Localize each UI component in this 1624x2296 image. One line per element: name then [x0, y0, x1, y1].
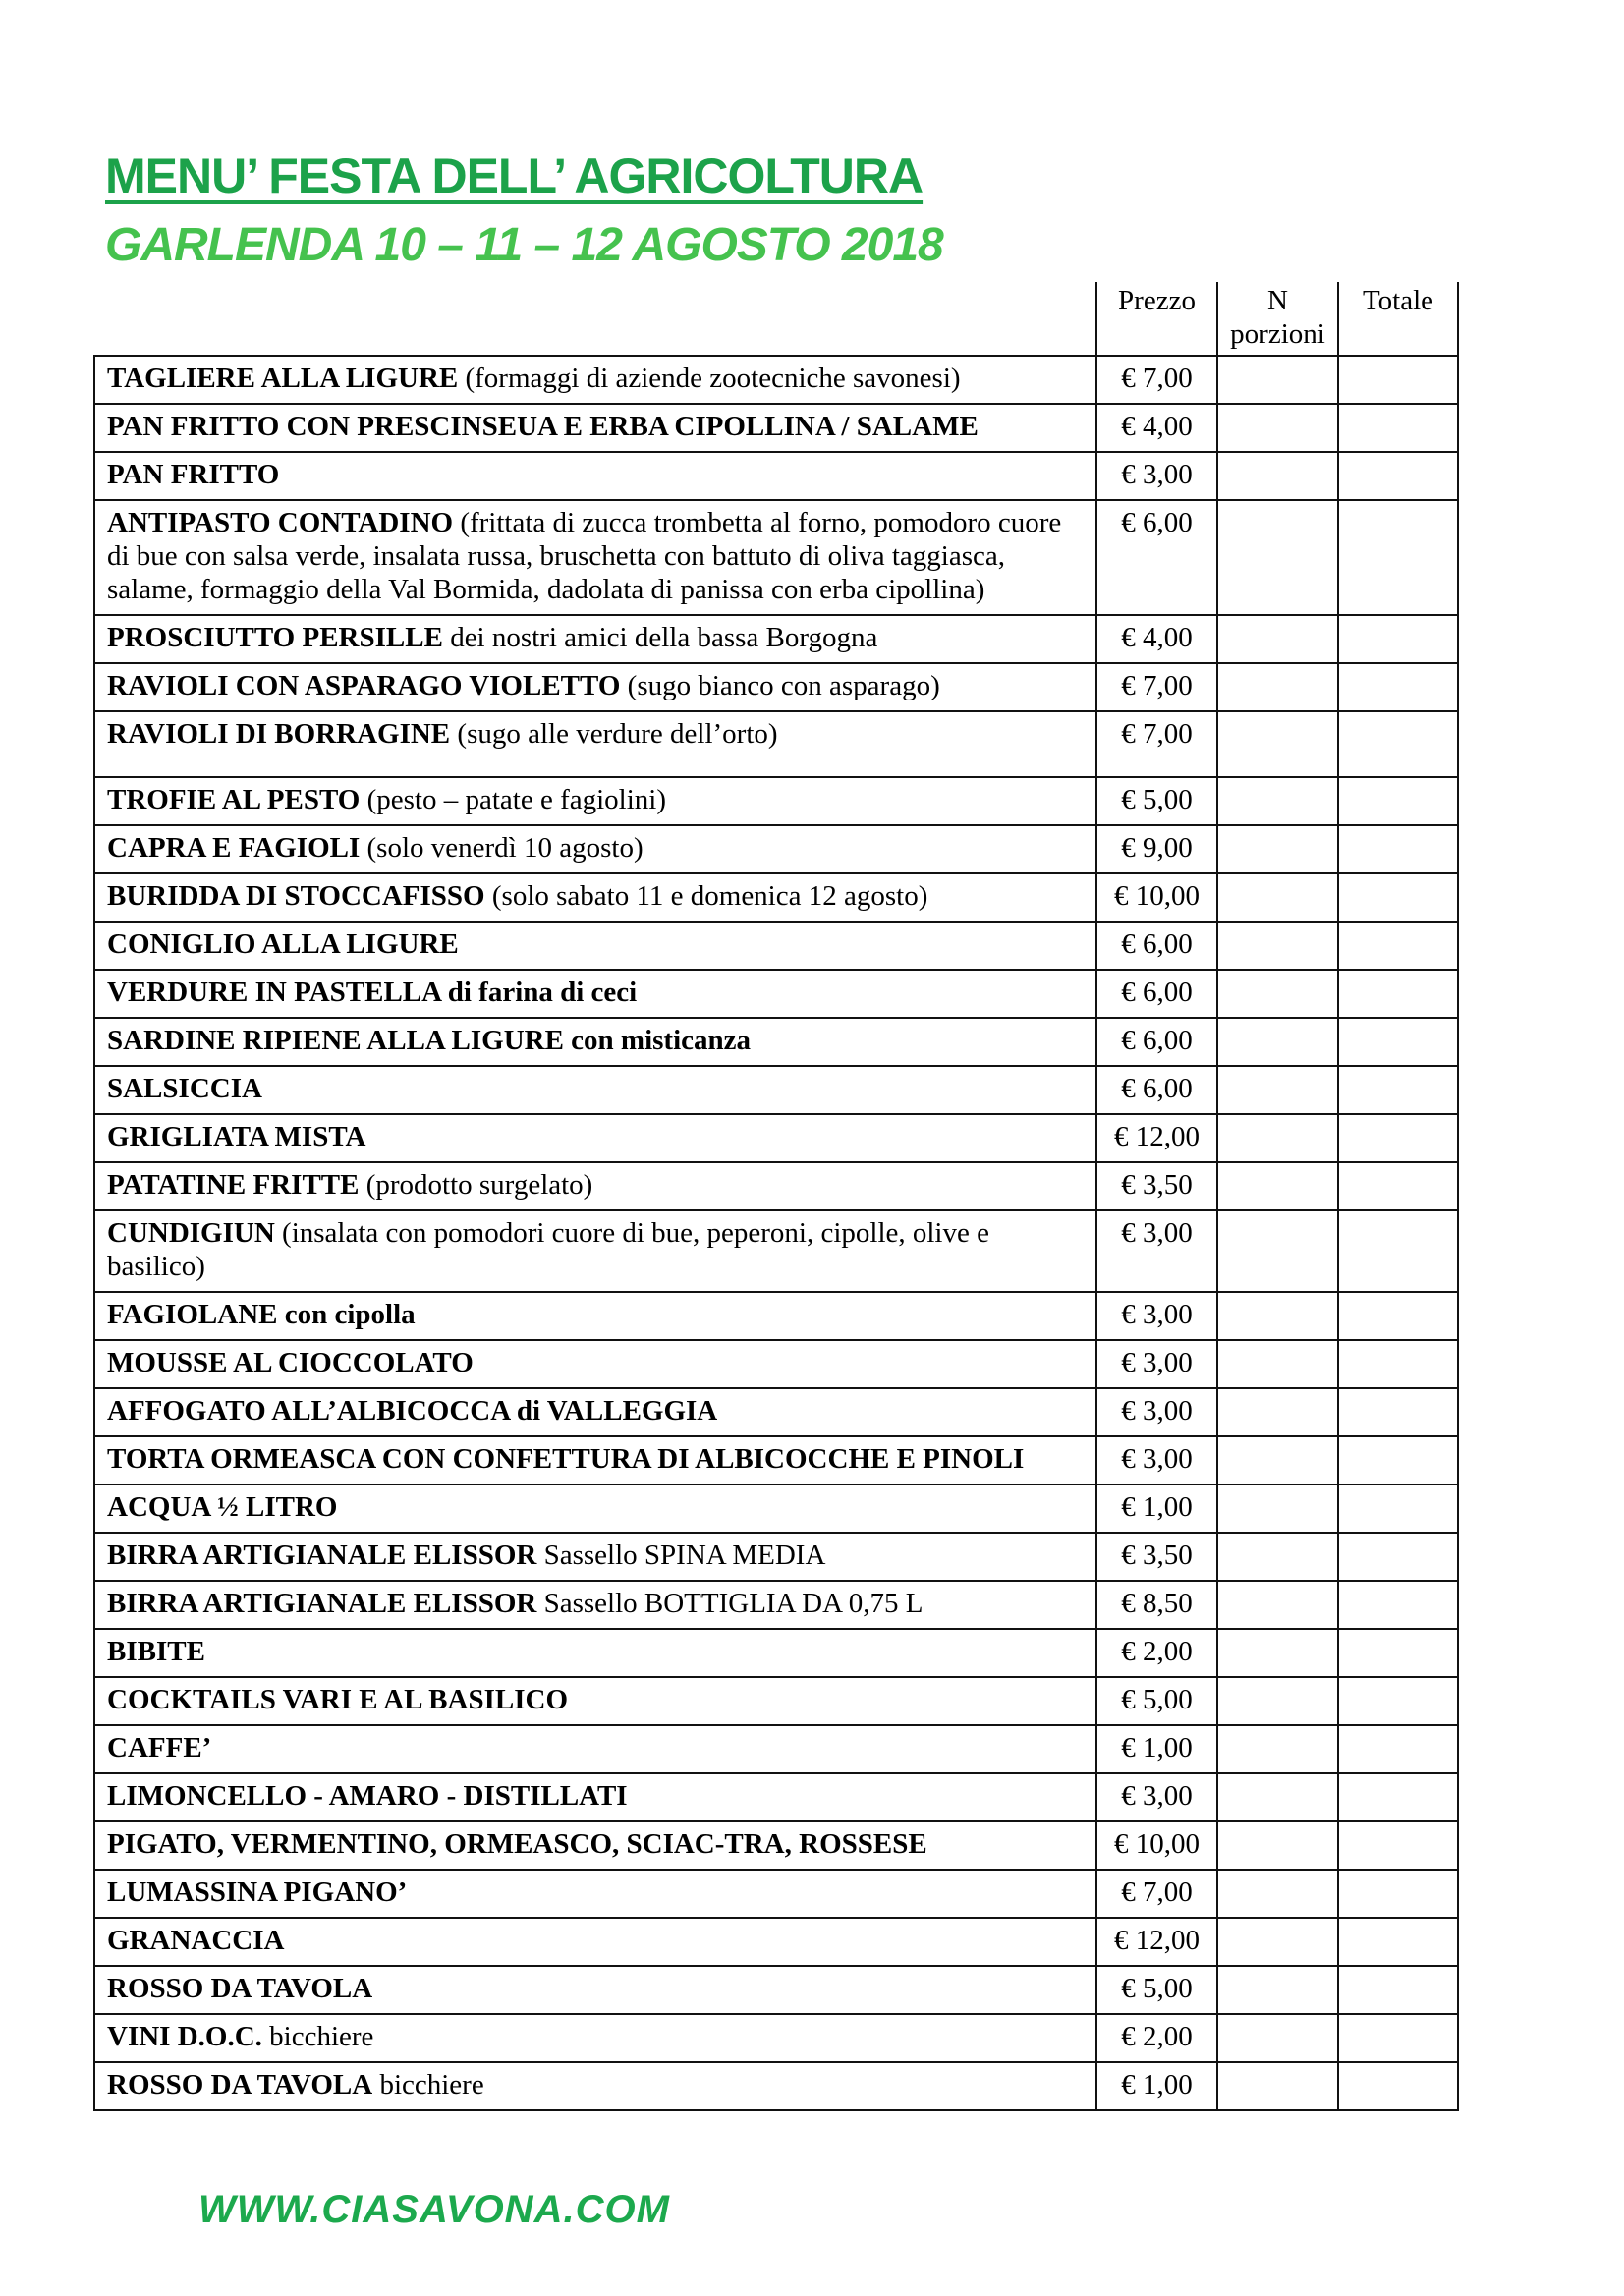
price-cell: € 7,00: [1096, 1870, 1217, 1918]
item-name: TAGLIERE ALLA LIGURE: [107, 363, 459, 394]
totale-cell: [1338, 1292, 1458, 1340]
menu-row: [94, 825, 1458, 873]
menu-table: [93, 282, 1459, 2111]
price-cell: € 6,00: [1096, 922, 1217, 970]
item-name: TORTA ORMEASCA CON CONFETTURA DI ALBICOCCHE E PINOLI: [107, 1443, 1025, 1475]
item-description-cell: [94, 1388, 1096, 1436]
porzioni-cell: [1217, 2014, 1338, 2062]
porzioni-cell: [1217, 1918, 1338, 1966]
item-description-cell: [94, 1210, 1096, 1292]
item-name: PAN FRITTO CON PRESCINSEUA E ERBA CIPOLLINA / SALAME: [107, 411, 979, 442]
column-header-prezzo: Prezzo: [1096, 282, 1217, 356]
menu-row: [94, 2014, 1458, 2062]
item-description-cell: [94, 1484, 1096, 1533]
website-url: WWW.CIASAVONA.COM: [198, 2188, 670, 2231]
porzioni-cell: [1217, 615, 1338, 663]
totale-cell: [1338, 1581, 1458, 1629]
price-cell: € 1,00: [1096, 2062, 1217, 2110]
header-blank-cell: [94, 282, 1096, 356]
item-desc: Sassello SPINA MEDIA: [536, 1540, 826, 1571]
totale-cell: [1338, 1629, 1458, 1677]
item-name: PROSCIUTTO PERSILLE: [107, 622, 443, 653]
menu-row: [94, 1725, 1458, 1773]
totale-cell: [1338, 873, 1458, 922]
item-name: VINI D.O.C.: [107, 2021, 262, 2052]
menu-row: [94, 1773, 1458, 1821]
price-cell: € 10,00: [1096, 873, 1217, 922]
item-description-cell: [94, 1340, 1096, 1388]
item-desc: (formaggi di aziende zootecniche savonesi): [458, 363, 961, 394]
item-name: BIRRA ARTIGIANALE ELISSOR: [107, 1540, 537, 1571]
item-name: ANTIPASTO CONTADINO: [107, 507, 454, 538]
price-cell: € 5,00: [1096, 777, 1217, 825]
menu-row: [94, 711, 1458, 777]
totale-cell: [1338, 1918, 1458, 1966]
item-description-cell: [94, 1725, 1096, 1773]
item-name: PIGATO, VERMENTINO, ORMEASCO, SCIAC-TRA, ROSSESE: [107, 1828, 927, 1860]
totale-cell: [1338, 1533, 1458, 1581]
porzioni-cell: [1217, 1066, 1338, 1114]
menu-row: [94, 2062, 1458, 2110]
item-description-cell: [94, 452, 1096, 500]
item-description-cell: [94, 1821, 1096, 1870]
menu-row: [94, 1292, 1458, 1340]
porzioni-cell: [1217, 452, 1338, 500]
menu-row: [94, 1821, 1458, 1870]
item-name: MOUSSE AL CIOCCOLATO: [107, 1347, 474, 1378]
item-description-cell: [94, 2062, 1096, 2110]
item-name: LIMONCELLO - AMARO - DISTILLATI: [107, 1780, 628, 1812]
price-cell: € 6,00: [1096, 1066, 1217, 1114]
menu-row: [94, 777, 1458, 825]
totale-cell: [1338, 1436, 1458, 1484]
item-name: AFFOGATO ALL’ALBICOCCA di VALLEGGIA: [107, 1395, 718, 1427]
menu-row: [94, 1162, 1458, 1210]
item-desc: (insalata con pomodori cuore di bue, peperoni, cipolle, olive e basilico): [107, 1217, 989, 1282]
totale-cell: [1338, 825, 1458, 873]
porzioni-cell: [1217, 777, 1338, 825]
price-cell: € 3,00: [1096, 1340, 1217, 1388]
item-desc: bicchiere: [261, 2021, 374, 2052]
menu-row: [94, 1966, 1458, 2014]
item-desc: dei nostri amici della bassa Borgogna: [442, 622, 878, 653]
price-cell: € 12,00: [1096, 1114, 1217, 1162]
item-name: LUMASSINA PIGANO’: [107, 1876, 408, 1908]
item-description-cell: [94, 777, 1096, 825]
item-name: COCKTAILS VARI E AL BASILICO: [107, 1684, 568, 1715]
totale-cell: [1338, 1162, 1458, 1210]
menu-row: [94, 1388, 1458, 1436]
menu-row: [94, 1484, 1458, 1533]
price-cell: € 5,00: [1096, 1966, 1217, 2014]
price-cell: € 7,00: [1096, 711, 1217, 777]
item-description-cell: [94, 873, 1096, 922]
price-cell: € 4,00: [1096, 615, 1217, 663]
porzioni-cell: [1217, 1388, 1338, 1436]
item-desc: (solo venerdì 10 agosto): [360, 832, 644, 864]
totale-cell: [1338, 452, 1458, 500]
item-description-cell: [94, 404, 1096, 452]
totale-cell: [1338, 500, 1458, 615]
porzioni-cell: [1217, 663, 1338, 711]
price-cell: € 1,00: [1096, 1725, 1217, 1773]
menu-row: [94, 1210, 1458, 1292]
item-desc: Sassello BOTTIGLIA DA 0,75 L: [536, 1588, 924, 1619]
item-description-cell: [94, 1114, 1096, 1162]
price-cell: € 3,00: [1096, 1436, 1217, 1484]
totale-cell: [1338, 970, 1458, 1018]
item-description-cell: [94, 1773, 1096, 1821]
item-name: PAN FRITTO: [107, 459, 280, 490]
porzioni-cell: [1217, 404, 1338, 452]
menu-row: [94, 404, 1458, 452]
price-cell: € 2,00: [1096, 1629, 1217, 1677]
porzioni-cell: [1217, 500, 1338, 615]
price-cell: € 2,00: [1096, 2014, 1217, 2062]
item-description-cell: [94, 1966, 1096, 2014]
item-description-cell: [94, 1292, 1096, 1340]
price-cell: € 3,50: [1096, 1162, 1217, 1210]
item-desc: (sugo bianco con asparago): [620, 670, 940, 701]
item-desc: (frittata di zucca trombetta al forno, pomodoro cuore di bue con salsa verde, insalata russa, bruschetta con battuto di oliva taggiasca, salame, formaggio della Val Bormida, dadolata di panissa con erba cipollina): [107, 507, 1062, 605]
item-name: FAGIOLANE con cipolla: [107, 1299, 416, 1330]
item-description-cell: [94, 1918, 1096, 1966]
price-cell: € 5,00: [1096, 1677, 1217, 1725]
price-cell: € 3,00: [1096, 1773, 1217, 1821]
porzioni-cell: [1217, 970, 1338, 1018]
item-description-cell: [94, 356, 1096, 404]
price-cell: € 6,00: [1096, 970, 1217, 1018]
porzioni-cell: [1217, 356, 1338, 404]
page-title: MENU’ FESTA DELL’ AGRICOLTURA: [105, 148, 924, 203]
item-name: SALSICCIA: [107, 1073, 262, 1104]
price-cell: € 1,00: [1096, 1484, 1217, 1533]
item-name: BIBITE: [107, 1636, 205, 1667]
item-description-cell: [94, 1677, 1096, 1725]
price-cell: € 9,00: [1096, 825, 1217, 873]
item-description-cell: [94, 615, 1096, 663]
porzioni-cell: [1217, 1629, 1338, 1677]
price-cell: € 3,00: [1096, 1388, 1217, 1436]
menu-row: [94, 1677, 1458, 1725]
item-name: VERDURE IN PASTELLA di farina di ceci: [107, 977, 638, 1008]
totale-cell: [1338, 1340, 1458, 1388]
porzioni-cell: [1217, 1018, 1338, 1066]
item-name: BURIDDA DI STOCCAFISSO: [107, 880, 485, 912]
totale-cell: [1338, 1677, 1458, 1725]
item-description-cell: [94, 1162, 1096, 1210]
menu-row: [94, 452, 1458, 500]
item-description-cell: [94, 1436, 1096, 1484]
porzioni-cell: [1217, 1436, 1338, 1484]
item-name: BIRRA ARTIGIANALE ELISSOR: [107, 1588, 537, 1619]
porzioni-cell: [1217, 1677, 1338, 1725]
totale-cell: [1338, 615, 1458, 663]
totale-cell: [1338, 1966, 1458, 2014]
menu-row: [94, 1870, 1458, 1918]
price-cell: € 7,00: [1096, 663, 1217, 711]
item-description-cell: [94, 1629, 1096, 1677]
porzioni-cell: [1217, 1292, 1338, 1340]
totale-cell: [1338, 1066, 1458, 1114]
item-description-cell: [94, 970, 1096, 1018]
item-name: CONIGLIO ALLA LIGURE: [107, 928, 459, 960]
porzioni-cell: [1217, 1773, 1338, 1821]
item-description-cell: [94, 711, 1096, 777]
menu-row: [94, 873, 1458, 922]
totale-cell: [1338, 663, 1458, 711]
menu-row: [94, 1436, 1458, 1484]
item-name: ROSSO DA TAVOLA: [107, 1973, 373, 2004]
porzioni-cell: [1217, 1725, 1338, 1773]
porzioni-cell: [1217, 922, 1338, 970]
menu-row: [94, 1114, 1458, 1162]
menu-row: [94, 1533, 1458, 1581]
totale-cell: [1338, 1773, 1458, 1821]
item-name: RAVIOLI DI BORRAGINE: [107, 718, 451, 750]
item-description-cell: [94, 922, 1096, 970]
menu-row: [94, 1629, 1458, 1677]
totale-cell: [1338, 356, 1458, 404]
item-name: CAFFE’: [107, 1732, 212, 1764]
item-name: RAVIOLI CON ASPARAGO VIOLETTO: [107, 670, 621, 701]
item-description-cell: [94, 1533, 1096, 1581]
column-header-totale: Totale: [1338, 282, 1458, 356]
item-name: GRANACCIA: [107, 1925, 285, 1956]
menu-row: [94, 1066, 1458, 1114]
totale-cell: [1338, 1821, 1458, 1870]
totale-cell: [1338, 1114, 1458, 1162]
menu-row: [94, 1018, 1458, 1066]
price-cell: € 3,00: [1096, 1292, 1217, 1340]
column-header-porzioni: N porzioni: [1217, 282, 1338, 356]
price-cell: € 3,00: [1096, 1210, 1217, 1292]
menu-row: [94, 356, 1458, 404]
item-name: CUNDIGIUN: [107, 1217, 275, 1249]
porzioni-cell: [1217, 1114, 1338, 1162]
porzioni-cell: [1217, 1870, 1338, 1918]
porzioni-cell: [1217, 1210, 1338, 1292]
porzioni-cell: [1217, 1533, 1338, 1581]
item-description-cell: [94, 2014, 1096, 2062]
item-desc: (solo sabato 11 e domenica 12 agosto): [484, 880, 928, 912]
item-description-cell: [94, 1066, 1096, 1114]
price-cell: € 10,00: [1096, 1821, 1217, 1870]
menu-row: [94, 1581, 1458, 1629]
totale-cell: [1338, 1870, 1458, 1918]
menu-table-body: [94, 356, 1458, 2110]
menu-row: [94, 1340, 1458, 1388]
item-name: CAPRA E FAGIOLI: [107, 832, 361, 864]
item-name: ROSSO DA TAVOLA: [107, 2069, 373, 2100]
item-name: TROFIE AL PESTO: [107, 784, 361, 815]
item-name: ACQUA ½ LITRO: [107, 1491, 338, 1523]
item-desc: (prodotto surgelato): [359, 1169, 593, 1201]
item-desc: (sugo alle verdure dell’orto): [450, 718, 778, 750]
price-cell: € 6,00: [1096, 1018, 1217, 1066]
menu-table-header: [94, 282, 1458, 356]
menu-row: [94, 970, 1458, 1018]
totale-cell: [1338, 777, 1458, 825]
porzioni-cell: [1217, 1966, 1338, 2014]
totale-cell: [1338, 1018, 1458, 1066]
item-description-cell: [94, 1870, 1096, 1918]
item-name: PATATINE FRITTE: [107, 1169, 360, 1201]
price-cell: € 3,50: [1096, 1533, 1217, 1581]
porzioni-cell: [1217, 825, 1338, 873]
totale-cell: [1338, 1388, 1458, 1436]
totale-cell: [1338, 711, 1458, 777]
porzioni-cell: [1217, 711, 1338, 777]
item-name: SARDINE RIPIENE ALLA LIGURE con misticanza: [107, 1025, 752, 1056]
item-name: GRIGLIATA MISTA: [107, 1121, 366, 1152]
porzioni-cell: [1217, 1581, 1338, 1629]
price-cell: € 7,00: [1096, 356, 1217, 404]
menu-row: [94, 1918, 1458, 1966]
totale-cell: [1338, 2014, 1458, 2062]
totale-cell: [1338, 404, 1458, 452]
page-subtitle: GARLENDA 10 – 11 – 12 AGOSTO 2018: [105, 219, 943, 271]
totale-cell: [1338, 1725, 1458, 1773]
totale-cell: [1338, 922, 1458, 970]
menu-row: [94, 615, 1458, 663]
price-cell: € 8,50: [1096, 1581, 1217, 1629]
menu-row: [94, 500, 1458, 615]
porzioni-cell: [1217, 1484, 1338, 1533]
price-cell: € 6,00: [1096, 500, 1217, 615]
porzioni-cell: [1217, 1162, 1338, 1210]
item-desc: bicchiere: [372, 2069, 484, 2100]
totale-cell: [1338, 1210, 1458, 1292]
porzioni-cell: [1217, 873, 1338, 922]
item-description-cell: [94, 500, 1096, 615]
item-description-cell: [94, 1581, 1096, 1629]
price-cell: € 4,00: [1096, 404, 1217, 452]
menu-row: [94, 922, 1458, 970]
porzioni-cell: [1217, 1340, 1338, 1388]
price-cell: € 3,00: [1096, 452, 1217, 500]
item-desc: (pesto – patate e fagiolini): [360, 784, 666, 815]
menu-row: [94, 663, 1458, 711]
totale-cell: [1338, 1484, 1458, 1533]
totale-cell: [1338, 2062, 1458, 2110]
price-cell: € 12,00: [1096, 1918, 1217, 1966]
porzioni-cell: [1217, 1821, 1338, 1870]
item-description-cell: [94, 1018, 1096, 1066]
item-description-cell: [94, 663, 1096, 711]
porzioni-cell: [1217, 2062, 1338, 2110]
item-description-cell: [94, 825, 1096, 873]
